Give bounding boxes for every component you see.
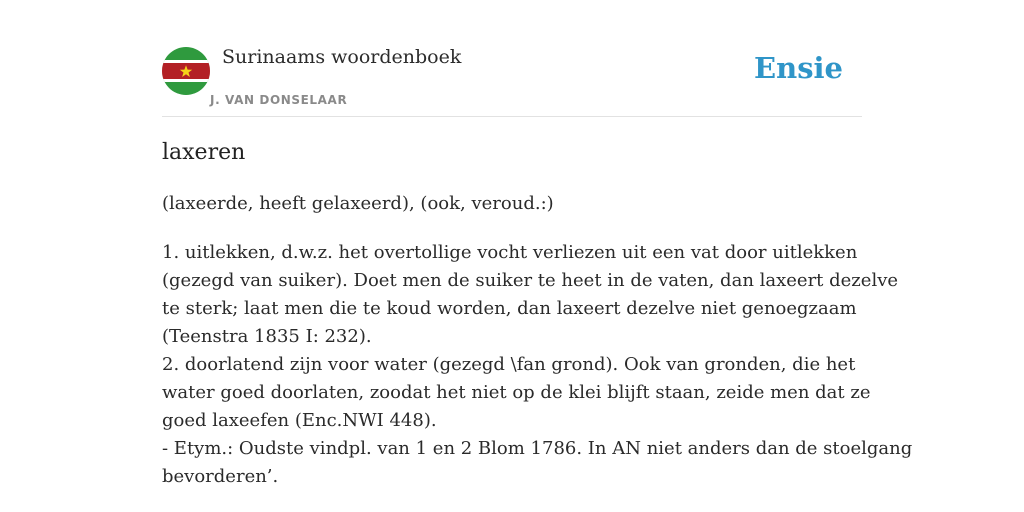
- suriname-flag-icon: [162, 47, 210, 95]
- entry-card: [162, 0, 913, 512]
- definition-line: te sterk; laat men die te koud worden, dan laxeert dezelve niet genoegzaam: [162, 298, 857, 319]
- definition-line: water goed doorlaten, zoodat het niet op de klei blijft staan, zeide men dat ze: [162, 382, 871, 403]
- dictionary-header: [162, 0, 862, 117]
- definition-line: - Etym.: Oudste vindpl. van 1 en 2 Blom 1786. In AN niet anders dan de stoelgang: [162, 438, 913, 459]
- entry-headword: laxeren: [162, 140, 246, 165]
- definition-line: 1. uitlekken, d.w.z. het overtollige vocht verliezen uit een vat door uitlekken: [162, 242, 858, 263]
- entry-definition: [162, 239, 913, 491]
- definition-line: bevorderen’.: [162, 466, 279, 487]
- definition-line: 2. doorlatend zijn voor water (gezegd \fan grond). Ook van gronden, die het: [162, 354, 856, 375]
- definition-line: (gezegd van suiker). Doet men de suiker te heet in de vaten, dan laxeert dezelve: [162, 270, 899, 291]
- definition-line: goed laxeefen (Enc.NWI 448).: [162, 410, 437, 431]
- definition-line: (Teenstra 1835 I: 232).: [162, 326, 372, 347]
- entry-grammatical-forms: (laxeerde, heeft gelaxeerd), (ook, veroud.:): [162, 193, 554, 214]
- ensie-logo-link[interactable]: Ensie: [754, 51, 843, 85]
- dictionary-title[interactable]: Surinaams woordenboek: [222, 46, 462, 68]
- dictionary-author: J. VAN DONSELAAR: [210, 93, 348, 107]
